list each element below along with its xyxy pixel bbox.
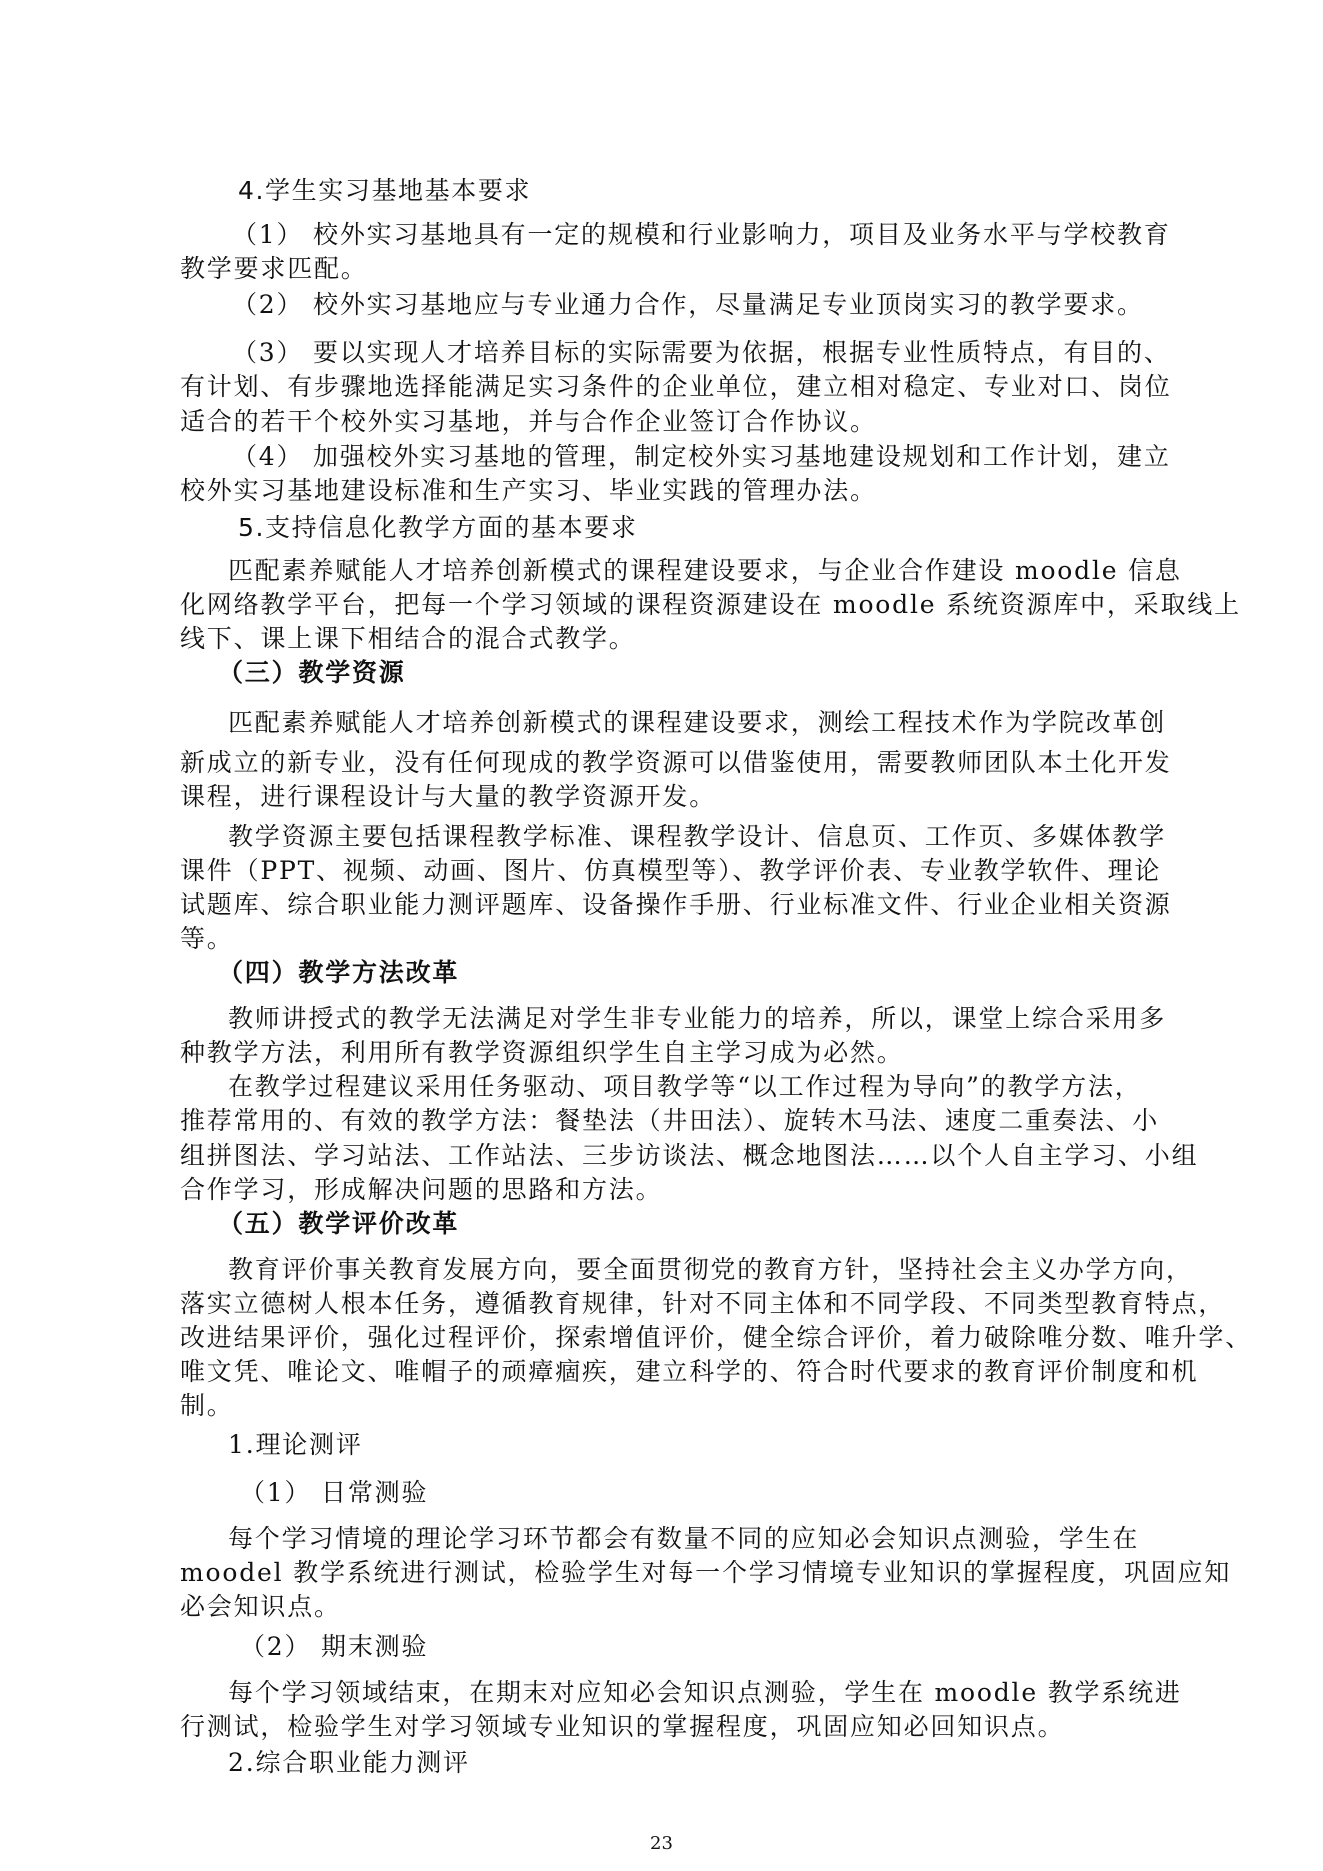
paragraph-line: 匹配素养赋能人才培养创新模式的课程建设要求，测绘工程技术作为学院改革创 — [228, 708, 1167, 737]
paragraph-line: （2） 校外实习基地应与专业通力合作，尽量满足专业顶岗实习的教学要求。 — [232, 290, 1144, 319]
paragraph-line: 有计划、有步骤地选择能满足实习条件的企业单位，建立相对稳定、专业对口、岗位 — [180, 372, 1172, 401]
paragraph-line: 课程，进行课程设计与大量的教学资源开发。 — [180, 782, 717, 811]
paragraph-line: 教师讲授式的教学无法满足对学生非专业能力的培养，所以，课堂上综合采用多 — [228, 1004, 1167, 1033]
paragraph-line: 推荐常用的、有效的教学方法：餐垫法（井田法）、旋转木马法、速度二重奏法、小 — [180, 1106, 1160, 1135]
subheading-daily-quiz: （1） 日常测验 — [240, 1478, 429, 1507]
paragraph-line: （4） 加强校外实习基地的管理，制定校外实习基地建设规划和工作计划，建立 — [232, 442, 1171, 471]
paragraph-line: 唯文凭、唯论文、唯帽子的顽瘴痼疾，建立科学的、符合时代要求的教育评价制度和机 — [180, 1357, 1199, 1386]
section-heading-evaluation-reform: （五）教学评价改革 — [218, 1209, 460, 1238]
paragraph-line: 等。 — [180, 924, 234, 953]
paragraph-line: 教学资源主要包括课程教学标准、课程教学设计、信息页、工作页、多媒体教学 — [228, 822, 1167, 851]
paragraph-line: （1） 校外实习基地具有一定的规模和行业影响力，项目及业务水平与学校教育 — [232, 220, 1171, 249]
paragraph-line: 行测试，检验学生对学习领域专业知识的掌握程度，巩固应知必回知识点。 — [180, 1712, 1065, 1741]
heading-5-info-teaching: 5.支持信息化教学方面的基本要求 — [238, 513, 638, 542]
paragraph-line: 校外实习基地建设标准和生产实习、毕业实践的管理办法。 — [180, 476, 877, 505]
paragraph-line: 化网络教学平台，把每一个学习领域的课程资源建设在 moodle 系统资源库中，采取线上 — [180, 590, 1241, 619]
paragraph-line: 种教学方法，利用所有教学资源组织学生自主学习成为必然。 — [180, 1038, 904, 1067]
paragraph-line: 适合的若干个校外实习基地，并与合作企业签订合作协议。 — [180, 407, 877, 436]
paragraph-line: 新成立的新专业，没有任何现成的教学资源可以借鉴使用，需要教师团队本土化开发 — [180, 748, 1172, 777]
paragraph-line: 线下、课上课下相结合的混合式教学。 — [180, 624, 636, 653]
paragraph-line: （3） 要以实现人才培养目标的实际需要为依据，根据专业性质特点，有目的、 — [232, 338, 1171, 367]
page-number: 23 — [650, 1833, 673, 1854]
paragraph-line: 落实立德树人根本任务，遵循教育规律，针对不同主体和不同学段、不同类型教育特点， — [180, 1289, 1226, 1318]
subheading-final-quiz: （2） 期末测验 — [240, 1632, 429, 1661]
paragraph-line: 合作学习，形成解决问题的思路和方法。 — [180, 1175, 663, 1204]
subheading-vocational-assessment: 2.综合职业能力测评 — [228, 1748, 470, 1777]
paragraph-line: 制。 — [180, 1391, 234, 1420]
paragraph-line: 必会知识点。 — [180, 1592, 341, 1621]
paragraph-line: 试题库、综合职业能力测评题库、设备操作手册、行业标准文件、行业企业相关资源 — [180, 890, 1172, 919]
paragraph-line: 匹配素养赋能人才培养创新模式的课程建设要求，与企业合作建设 moodle 信息 — [228, 556, 1182, 585]
subheading-theory-assessment: 1.理论测评 — [228, 1430, 363, 1459]
paragraph-line: moodel 教学系统进行测试，检验学生对每一个学习情境专业知识的掌握程度，巩固应知 — [180, 1558, 1232, 1587]
section-heading-method-reform: （四）教学方法改革 — [218, 958, 460, 987]
paragraph-line: 每个学习领域结束，在期末对应知必会知识点测验，学生在 moodle 教学系统进 — [228, 1678, 1182, 1707]
section-heading-teaching-resources: （三）教学资源 — [218, 658, 406, 687]
paragraph-line: 教育评价事关教育发展方向，要全面贯彻党的教育方针，坚持社会主义办学方向， — [228, 1255, 1193, 1284]
paragraph-line: 每个学习情境的理论学习环节都会有数量不同的应知必会知识点测验，学生在 — [228, 1524, 1140, 1553]
paragraph-line: 在教学过程建议采用任务驱动、项目教学等“以工作过程为导向”的教学方法， — [228, 1072, 1142, 1101]
paragraph-line: 教学要求匹配。 — [180, 254, 368, 283]
paragraph-line: 改进结果评价，强化过程评价，探索增值评价，健全综合评价，着力破除唯分数、唯升学、 — [180, 1323, 1253, 1352]
heading-4-internship-base: 4.学生实习基地基本要求 — [238, 176, 532, 205]
paragraph-line: 课件（PPT、视频、动画、图片、仿真模型等）、教学评价表、专业教学软件、理论 — [180, 856, 1162, 885]
paragraph-line: 组拼图法、学习站法、工作站法、三步访谈法、概念地图法……以个人自主学习、小组 — [180, 1141, 1199, 1170]
